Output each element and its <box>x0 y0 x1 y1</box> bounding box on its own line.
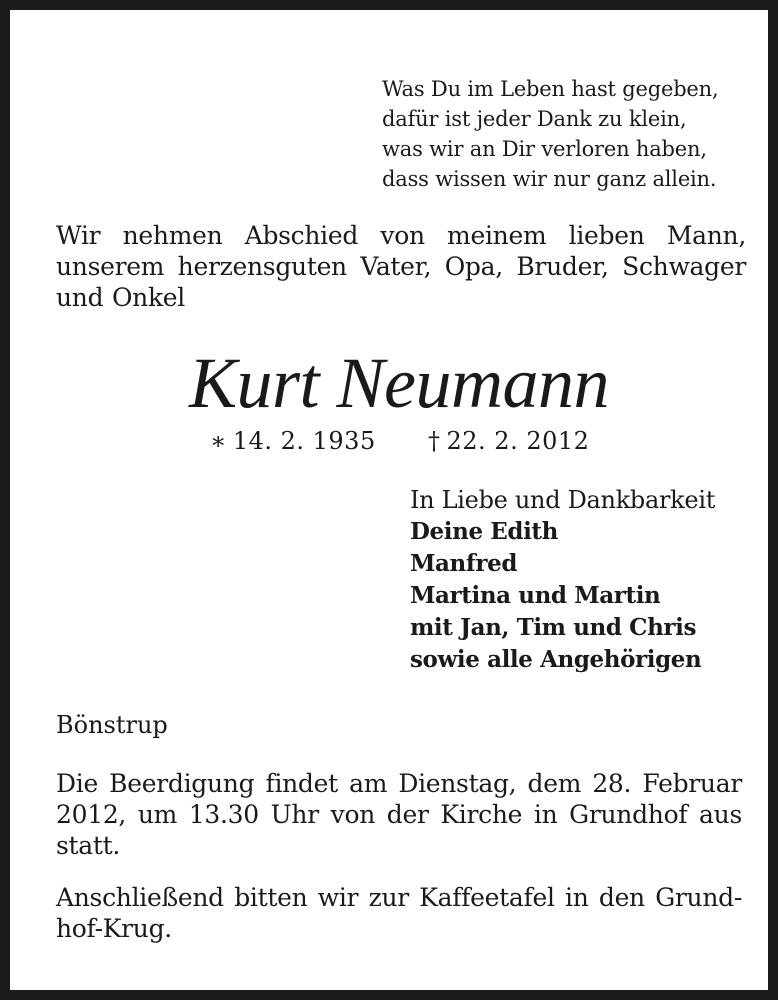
reception-notice: Anschließend bitten wir zur Kaffeetafel in den Grund-hof-Krug. <box>56 883 742 943</box>
signatory: sowie alle Angehörigen <box>410 646 702 673</box>
signature-block <box>410 484 750 676</box>
birth-date-line <box>210 426 376 456</box>
birth-star-icon: ∗ <box>210 427 227 455</box>
poem-line: Was Du im Leben hast gegeben, <box>382 77 719 101</box>
signature-lead: In Liebe und Dankbarkeit <box>410 486 716 514</box>
poem-line: dass wissen wir nur ganz allein. <box>382 167 717 191</box>
poem-line: dafür ist jeder Dank zu klein, <box>382 107 687 131</box>
birth-date: 14. 2. 1935 <box>232 427 376 455</box>
signatory: Martina und Martin <box>410 582 661 609</box>
poem-line: was wir an Dir verloren haben, <box>382 137 707 161</box>
signatory: mit Jan, Tim und Chris <box>410 614 696 641</box>
deceased-name: Kurt Neumann <box>188 343 610 423</box>
place-name: Bönstrup <box>56 711 168 739</box>
memorial-poem <box>372 74 744 194</box>
signatory: Manfred <box>410 550 518 577</box>
farewell-intro: Wir nehmen Abschied von meinem lieben Mann, unserem herzensguten Vater, Opa, Bruder, Schwager und Onkel <box>56 221 746 312</box>
death-date: 22. 2. 2012 <box>446 427 590 455</box>
funeral-notice: Die Beerdigung findet am Dienstag, dem 28. Februar 2012, um 13.30 Uhr von der Kirche in Grundhof aus statt. <box>56 769 742 860</box>
signatory: Deine Edith <box>410 518 558 545</box>
death-cross-icon: † <box>428 427 441 455</box>
death-date-line <box>428 426 589 456</box>
